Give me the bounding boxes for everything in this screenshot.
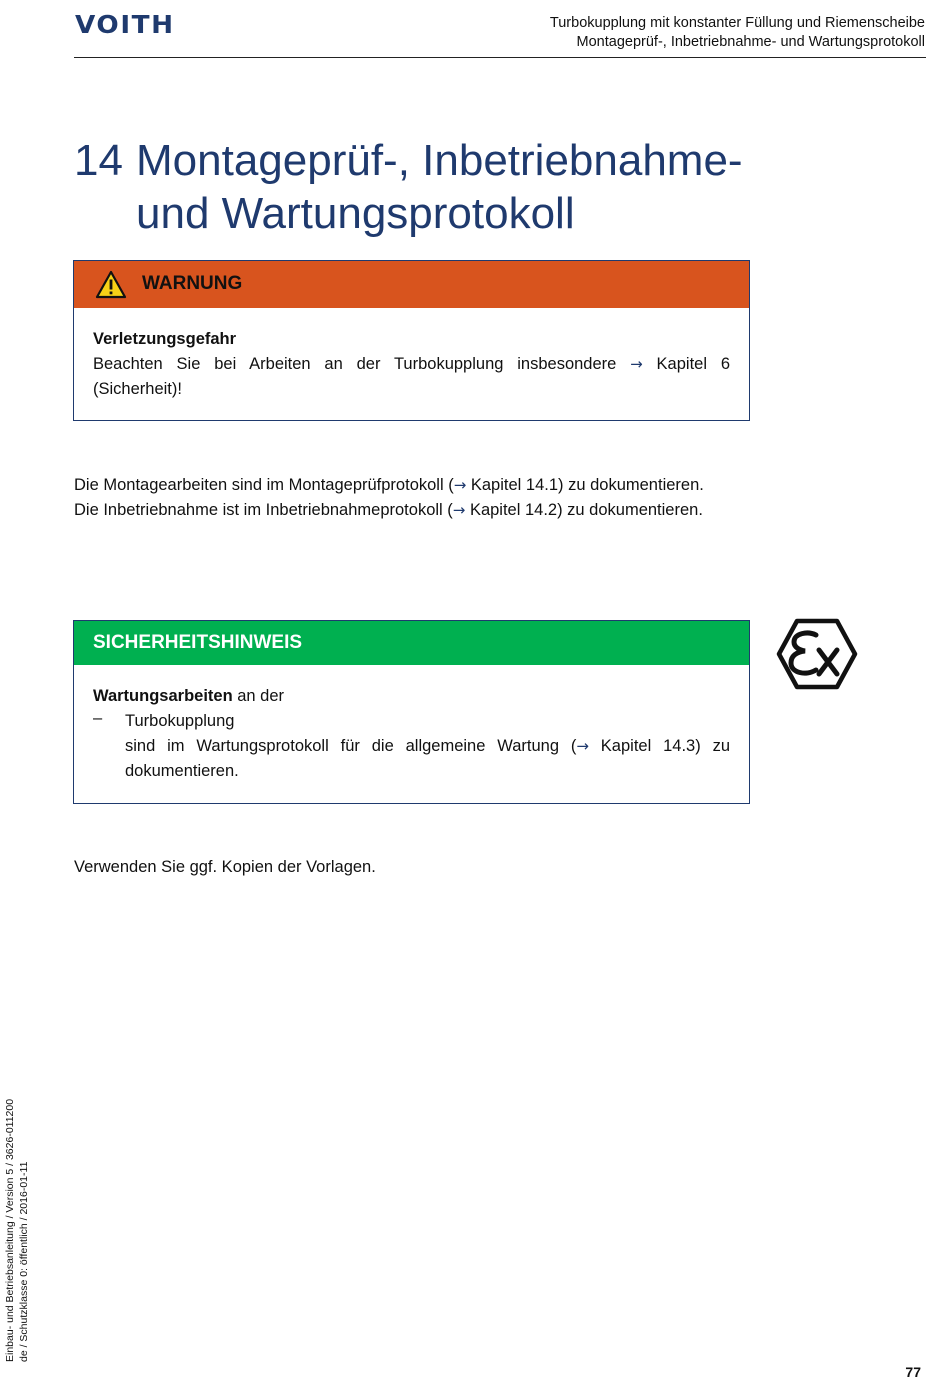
reference-arrow-icon: → xyxy=(576,737,589,755)
warning-text-start: Beachten Sie bei Arbeiten an der Turbokupplung insbesondere xyxy=(93,355,631,373)
safety-notice-box xyxy=(73,620,750,804)
safety-intro-rest: an der xyxy=(232,687,285,705)
warning-chapter-link[interactable]: Kapitel 6 (Sicherheit)! xyxy=(93,355,731,398)
warning-body xyxy=(93,327,730,402)
header-divider xyxy=(74,57,926,58)
reference-arrow-icon: → xyxy=(630,355,643,373)
list-dash: – xyxy=(93,709,103,727)
safety-text xyxy=(125,734,730,784)
chapter-title: Montageprüf-, Inbetriebnahme- und Wartungsprotokoll xyxy=(136,136,743,238)
safety-intro xyxy=(93,684,730,709)
assembly-text-start: Die Montagearbeiten sind im Montageprüfprotokoll ( xyxy=(74,476,454,494)
safety-notice-header xyxy=(74,621,749,665)
running-header xyxy=(550,14,925,52)
chapter-14-2-link[interactable]: Kapitel 14.2) zu dokumentieren. xyxy=(465,501,703,519)
warning-triangle-icon xyxy=(95,270,127,299)
chapter-number: 14 xyxy=(74,136,123,185)
copies-paragraph: Verwenden Sie ggf. Kopien der Vorlagen. xyxy=(74,858,376,876)
commissioning-text-start: Die Inbetriebnahme ist im Inbetriebnahmeprotokoll ( xyxy=(74,501,453,519)
chapter-14-1-link[interactable]: Kapitel 14.1) zu dokumentieren. xyxy=(466,476,704,494)
commissioning-sentence xyxy=(74,498,750,523)
document-metadata xyxy=(4,1099,31,1362)
safety-notice-label: SICHERHEITSHINWEIS xyxy=(93,632,303,653)
list-item xyxy=(93,709,730,784)
warning-text xyxy=(93,352,730,402)
safety-notice-body xyxy=(93,684,730,784)
assembly-paragraph xyxy=(74,473,750,523)
warning-box xyxy=(73,260,750,421)
document-metadata-line-1: Einbau- und Betriebsanleitung / Version 5 / 3626-011200 xyxy=(4,1098,16,1362)
voith-logo: VOITH xyxy=(75,10,175,39)
running-header-line-2: Montageprüf-, Inbetriebnahme- und Wartungsprotokoll xyxy=(576,34,925,50)
warning-heading: Verletzungsgefahr xyxy=(93,330,237,348)
running-header-line-1: Turbokupplung mit konstanter Füllung und Riemenscheibe xyxy=(549,15,925,31)
list-item-text: Turbokupplung xyxy=(125,712,235,730)
chapter-14-3-link[interactable]: Kapitel 14.3) zu dokumentieren. xyxy=(125,737,730,780)
ex-atex-icon xyxy=(776,618,858,690)
document-metadata-line-2: de / Schutzklasse 0: öffentlich / 2016-01-11 xyxy=(17,1161,30,1362)
page-number: 77 xyxy=(905,1364,921,1380)
warning-label: WARNUNG xyxy=(142,273,243,294)
reference-arrow-icon: → xyxy=(453,476,467,494)
reference-arrow-icon: → xyxy=(452,501,466,519)
safety-text-start: sind im Wartungsprotokoll für die allgemeine Wartung ( xyxy=(125,737,577,755)
assembly-sentence xyxy=(74,473,750,498)
safety-intro-bold: Wartungsarbeiten xyxy=(93,687,233,705)
warning-header xyxy=(74,261,749,308)
